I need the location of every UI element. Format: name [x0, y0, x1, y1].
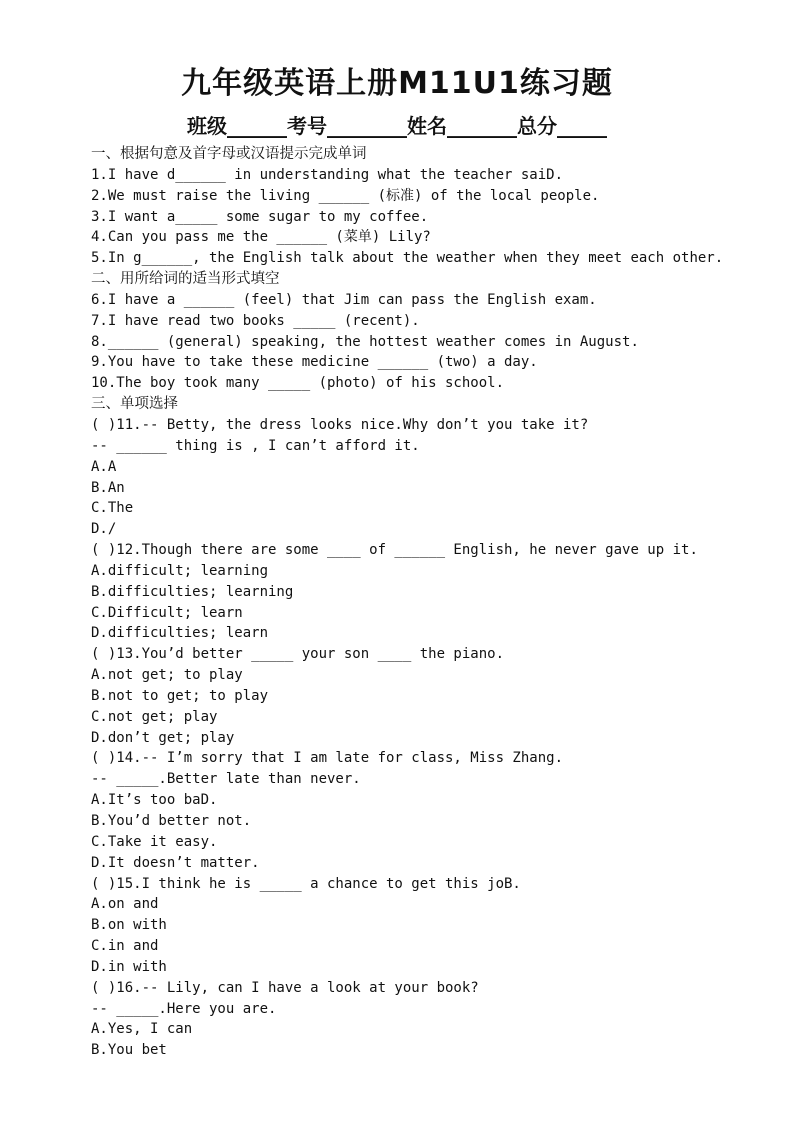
answer-option: A.on and	[91, 896, 159, 913]
page-title: 九年级英语上册M11U1练习题	[181, 66, 613, 101]
answer-option: B.An	[91, 479, 125, 496]
answer-option: C.Take it easy.	[91, 833, 218, 850]
answer-option: D.in with	[91, 958, 167, 975]
answer-option: C.not get; play	[91, 708, 218, 725]
answer-option: B.You bet	[91, 1042, 167, 1059]
question-line: 5.In g______, the English talk about the weather when they meet each other.	[91, 250, 724, 267]
answer-option: D.don’t get; play	[91, 729, 235, 746]
answer-option: B.difficulties; learning	[91, 583, 294, 600]
section-heading: 一、根据句意及首字母或汉语提示完成单词	[91, 146, 367, 162]
answer-option: D.It doesn’t matter.	[91, 854, 260, 871]
question-line: 2.We must raise the living ______ (标准) of the local people.	[91, 187, 600, 204]
question-line: ( )16.-- Lily, can I have a look at your book?	[91, 979, 479, 996]
question-line: 9.You have to take these medicine ______ (two) a day.	[91, 354, 538, 371]
answer-option: A.not get; to play	[91, 667, 243, 684]
answer-option: A.Yes, I can	[91, 1021, 193, 1038]
answer-option: A.difficult; learning	[91, 562, 269, 579]
answer-option: B.You’d better not.	[91, 813, 252, 829]
answer-option: A.It’s too baD.	[91, 792, 218, 809]
question-line: ( )15.I think he is _____ a chance to get this joB.	[91, 875, 521, 892]
question-line: 3.I want a_____ some sugar to my coffee.	[91, 208, 429, 225]
question-line: ( )11.-- Betty, the dress looks nice.Why don’t you take it?	[91, 416, 589, 433]
exercise-list	[91, 144, 751, 1061]
section-heading: 三、单项选择	[91, 396, 178, 413]
answer-option: C.The	[91, 500, 134, 517]
question-line: -- _____.Better late than never.	[91, 771, 361, 788]
question-line: 6.I have a ______ (feel) that Jim can pass the English exam.	[91, 291, 597, 308]
answer-option: D./	[91, 521, 117, 538]
answer-option: B.not to get; to play	[91, 687, 269, 704]
question-line: -- ______ thing is , I can’t afford it.	[91, 437, 420, 454]
answer-option: D.difficulties; learn	[91, 625, 269, 642]
question-line: 7.I have read two books _____ (recent).	[91, 312, 420, 329]
question-line: 10.The boy took many _____ (photo) of his school.	[91, 375, 505, 392]
section-heading: 二、用所给词的适当形式填空	[91, 271, 280, 288]
question-line: 1.I have d______ in understanding what the teacher saiD.	[91, 166, 564, 183]
question-line: ( )13.You’d better _____ your son ____ the piano.	[91, 646, 505, 663]
student-info-line: 班级______考号________姓名_______总分_____	[187, 114, 607, 138]
question-line: ( )12.Though there are some ____ of ______ English, he never gave up it.	[91, 542, 698, 559]
answer-option: B.on with	[91, 917, 167, 934]
question-line: ( )14.-- I’m sorry that I am late for class, Miss Zhang.	[91, 750, 564, 767]
answer-option: A.A	[91, 458, 117, 475]
answer-option: C.Difficult; learn	[91, 604, 243, 621]
question-line: 4.Can you pass me the ______ (菜单) Lily?	[91, 229, 431, 246]
question-line: -- _____.Here you are.	[91, 1000, 277, 1017]
answer-option: C.in and	[91, 938, 159, 955]
question-line: 8.______ (general) speaking, the hottest weather comes in August.	[91, 333, 639, 350]
